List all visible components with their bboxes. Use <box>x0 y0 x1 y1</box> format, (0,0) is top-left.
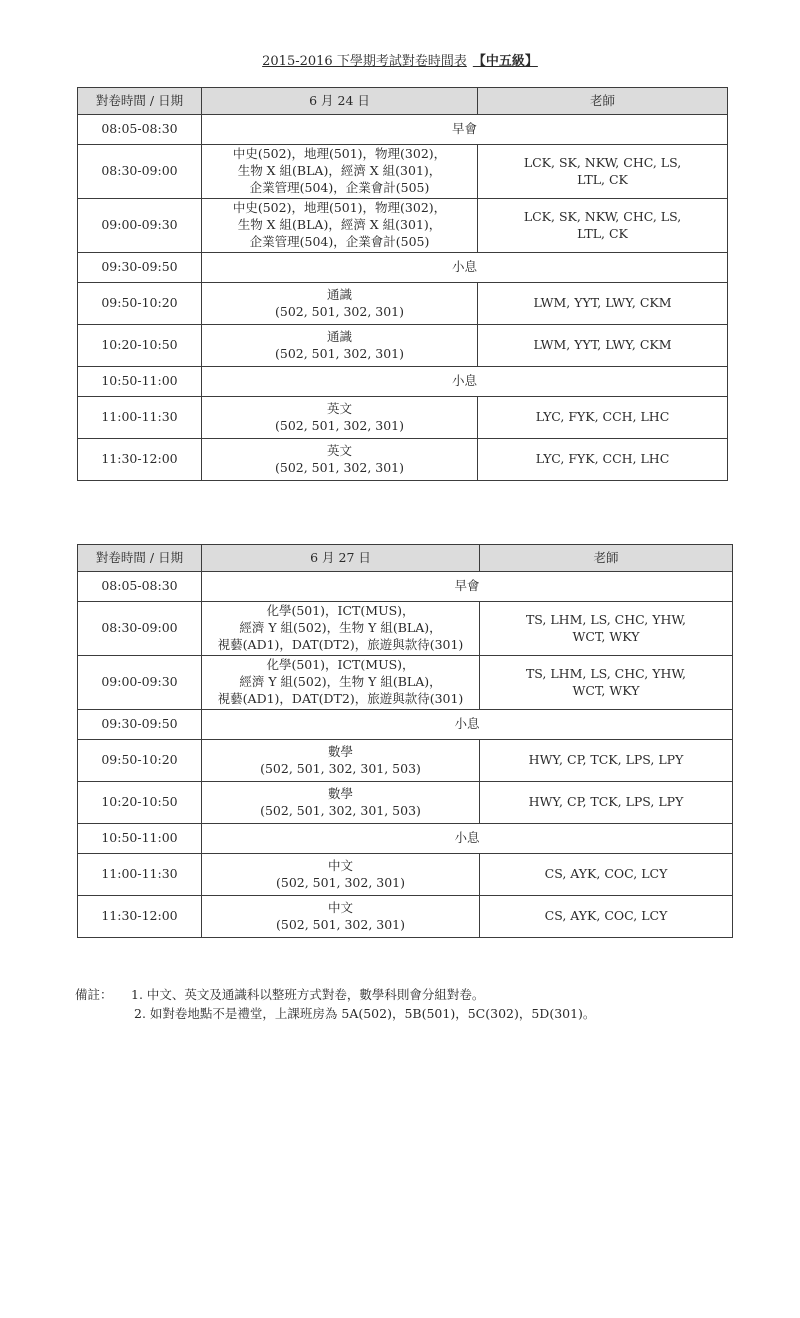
subject-line: (502, 501, 302, 301) <box>274 345 405 361</box>
table-row <box>78 283 728 325</box>
subject-line: 經濟 Y 組(502)，生物 Y 組(BLA)， <box>239 674 442 690</box>
subject-cell <box>202 439 478 481</box>
notes-section <box>75 986 595 1024</box>
subject-cell <box>202 782 480 824</box>
subject-line: 英文 <box>326 442 352 458</box>
table-row <box>78 656 733 710</box>
subject-cell <box>202 145 478 199</box>
teacher-line: LCK, SK, NKW, CHC, LS, <box>523 208 682 224</box>
teachers-cell <box>478 199 728 253</box>
subject-line: 化學(501)，ICT(MUS)， <box>266 657 415 673</box>
merged-activity-cell: 小息 <box>202 367 728 397</box>
teacher-line: LTL, CK <box>577 171 628 187</box>
subject-line: (502, 501, 302, 301) <box>274 459 405 475</box>
time-cell: 11:30-12:00 <box>78 439 202 481</box>
subject-line: 中史(502)，地理(501)，物理(302)， <box>232 200 447 216</box>
notes-label: 備註： <box>75 987 113 1002</box>
table-row <box>78 782 733 824</box>
page-title <box>0 50 800 69</box>
subject-line: (502, 501, 302, 301, 503) <box>260 760 421 776</box>
table-row <box>78 854 733 896</box>
title-text: 2015-2016 下學期考試對卷時間表 <box>262 54 467 69</box>
table-row <box>78 710 733 740</box>
time-cell: 09:00-09:30 <box>78 199 202 253</box>
subject-cell <box>202 602 480 656</box>
table-row <box>78 824 733 854</box>
subject-cell <box>202 896 480 938</box>
subject-line: (502, 501, 302, 301) <box>275 874 406 890</box>
grade-label: 【中五級】 <box>472 54 538 69</box>
subject-line: 經濟 Y 組(502)，生物 Y 組(BLA)， <box>239 620 442 636</box>
header-time-date: 對卷時間 / 日期 <box>78 545 202 572</box>
subject-line: 英文 <box>326 400 352 416</box>
table-row <box>78 572 733 602</box>
time-cell: 08:05-08:30 <box>78 572 202 602</box>
schedule-table-june-27 <box>77 544 733 938</box>
note-item: 2. 如對卷地點不是禮堂，上課班房為 5A(502)，5B(501)，5C(302)，5D(301)。 <box>134 1005 596 1021</box>
header-date: 6 月 27 日 <box>202 545 480 572</box>
table-row <box>78 325 728 367</box>
teacher-line: LTL, CK <box>577 225 628 241</box>
time-cell: 09:00-09:30 <box>78 656 202 710</box>
header-teachers: 老師 <box>478 88 728 115</box>
teachers-cell <box>480 896 733 938</box>
subject-line: 視藝(AD1)，DAT(DT2)，旅遊與款待(301) <box>217 636 464 652</box>
time-cell: 10:50-11:00 <box>78 824 202 854</box>
subject-line: 企業管理(504)，企業會計(505) <box>249 233 430 249</box>
teachers-cell <box>478 439 728 481</box>
subject-cell <box>202 283 478 325</box>
teachers-cell <box>480 656 733 710</box>
teachers-cell <box>478 325 728 367</box>
header-row <box>78 545 733 572</box>
subject-line: 視藝(AD1)，DAT(DT2)，旅遊與款待(301) <box>217 690 464 706</box>
teachers-cell <box>478 397 728 439</box>
subject-line: 數學 <box>327 743 353 759</box>
merged-activity-cell: 早會 <box>202 115 728 145</box>
table-row <box>78 253 728 283</box>
table-row <box>78 397 728 439</box>
subject-line: (502, 501, 302, 301) <box>275 916 406 932</box>
merged-activity-cell: 小息 <box>202 253 728 283</box>
subject-line: 生物 X 組(BLA)，經濟 X 組(301)， <box>237 163 442 179</box>
teachers-cell <box>478 283 728 325</box>
teacher-line: LWM, YYT, LWY, CKM <box>533 337 672 353</box>
teacher-line: WCT, WKY <box>572 628 640 644</box>
table-row <box>78 367 728 397</box>
subject-cell <box>202 740 480 782</box>
table-row <box>78 896 733 938</box>
subject-line: (502, 501, 302, 301) <box>274 303 405 319</box>
subject-line: (502, 501, 302, 301, 503) <box>260 802 421 818</box>
teacher-line: CS, AYK, COC, LCY <box>544 866 668 882</box>
teacher-line: CS, AYK, COC, LCY <box>544 908 668 924</box>
teachers-cell <box>480 602 733 656</box>
time-cell: 08:30-09:00 <box>78 602 202 656</box>
merged-activity-cell: 小息 <box>202 710 733 740</box>
table-row <box>78 199 728 253</box>
schedule-table-june-24 <box>77 87 728 481</box>
teacher-line: LYC, FYK, CCH, LHC <box>535 409 670 425</box>
time-cell: 08:30-09:00 <box>78 145 202 199</box>
time-cell: 09:30-09:50 <box>78 710 202 740</box>
subject-cell <box>202 397 478 439</box>
time-cell: 11:00-11:30 <box>78 397 202 439</box>
merged-activity-cell: 早會 <box>202 572 733 602</box>
teacher-line: HWY, CP, TCK, LPS, LPY <box>528 794 684 810</box>
subject-line: 生物 X 組(BLA)，經濟 X 組(301)， <box>237 217 442 233</box>
teachers-cell <box>478 145 728 199</box>
subject-cell <box>202 325 478 367</box>
teacher-line: LCK, SK, NKW, CHC, LS, <box>523 154 682 170</box>
time-cell: 09:50-10:20 <box>78 740 202 782</box>
subject-line: 中文 <box>327 899 353 915</box>
subject-cell <box>202 854 480 896</box>
time-cell: 09:50-10:20 <box>78 283 202 325</box>
table-row <box>78 115 728 145</box>
table-row <box>78 439 728 481</box>
table-row <box>78 145 728 199</box>
header-date: 6 月 24 日 <box>202 88 478 115</box>
teacher-line: LWM, YYT, LWY, CKM <box>533 295 672 311</box>
time-cell: 10:20-10:50 <box>78 782 202 824</box>
subject-line: 中文 <box>327 857 353 873</box>
table-row <box>78 602 733 656</box>
header-teachers: 老師 <box>480 545 733 572</box>
subject-cell <box>202 656 480 710</box>
teacher-line: TS, LHM, LS, CHC, YHW, <box>525 665 687 681</box>
note-item: 1. 中文、英文及通識科以整班方式對卷，數學科則會分組對卷。 <box>131 987 485 1002</box>
subject-line: 數學 <box>327 785 353 801</box>
header-row <box>78 88 728 115</box>
time-cell: 09:30-09:50 <box>78 253 202 283</box>
teachers-cell <box>480 740 733 782</box>
time-cell: 11:30-12:00 <box>78 896 202 938</box>
time-cell: 10:20-10:50 <box>78 325 202 367</box>
teachers-cell <box>480 782 733 824</box>
subject-line: 企業管理(504)，企業會計(505) <box>249 179 430 195</box>
subject-line: 化學(501)，ICT(MUS)， <box>266 603 415 619</box>
subject-line: 通識 <box>326 328 352 344</box>
time-cell: 08:05-08:30 <box>78 115 202 145</box>
teacher-line: LYC, FYK, CCH, LHC <box>535 451 670 467</box>
subject-line: 通識 <box>326 286 352 302</box>
teachers-cell <box>480 854 733 896</box>
teacher-line: WCT, WKY <box>572 682 640 698</box>
subject-line: (502, 501, 302, 301) <box>274 417 405 433</box>
subject-cell <box>202 199 478 253</box>
teacher-line: HWY, CP, TCK, LPS, LPY <box>528 752 684 768</box>
header-time-date: 對卷時間 / 日期 <box>78 88 202 115</box>
table-row <box>78 740 733 782</box>
time-cell: 11:00-11:30 <box>78 854 202 896</box>
merged-activity-cell: 小息 <box>202 824 733 854</box>
teacher-line: TS, LHM, LS, CHC, YHW, <box>525 611 687 627</box>
time-cell: 10:50-11:00 <box>78 367 202 397</box>
subject-line: 中史(502)，地理(501)，物理(302)， <box>232 146 447 162</box>
